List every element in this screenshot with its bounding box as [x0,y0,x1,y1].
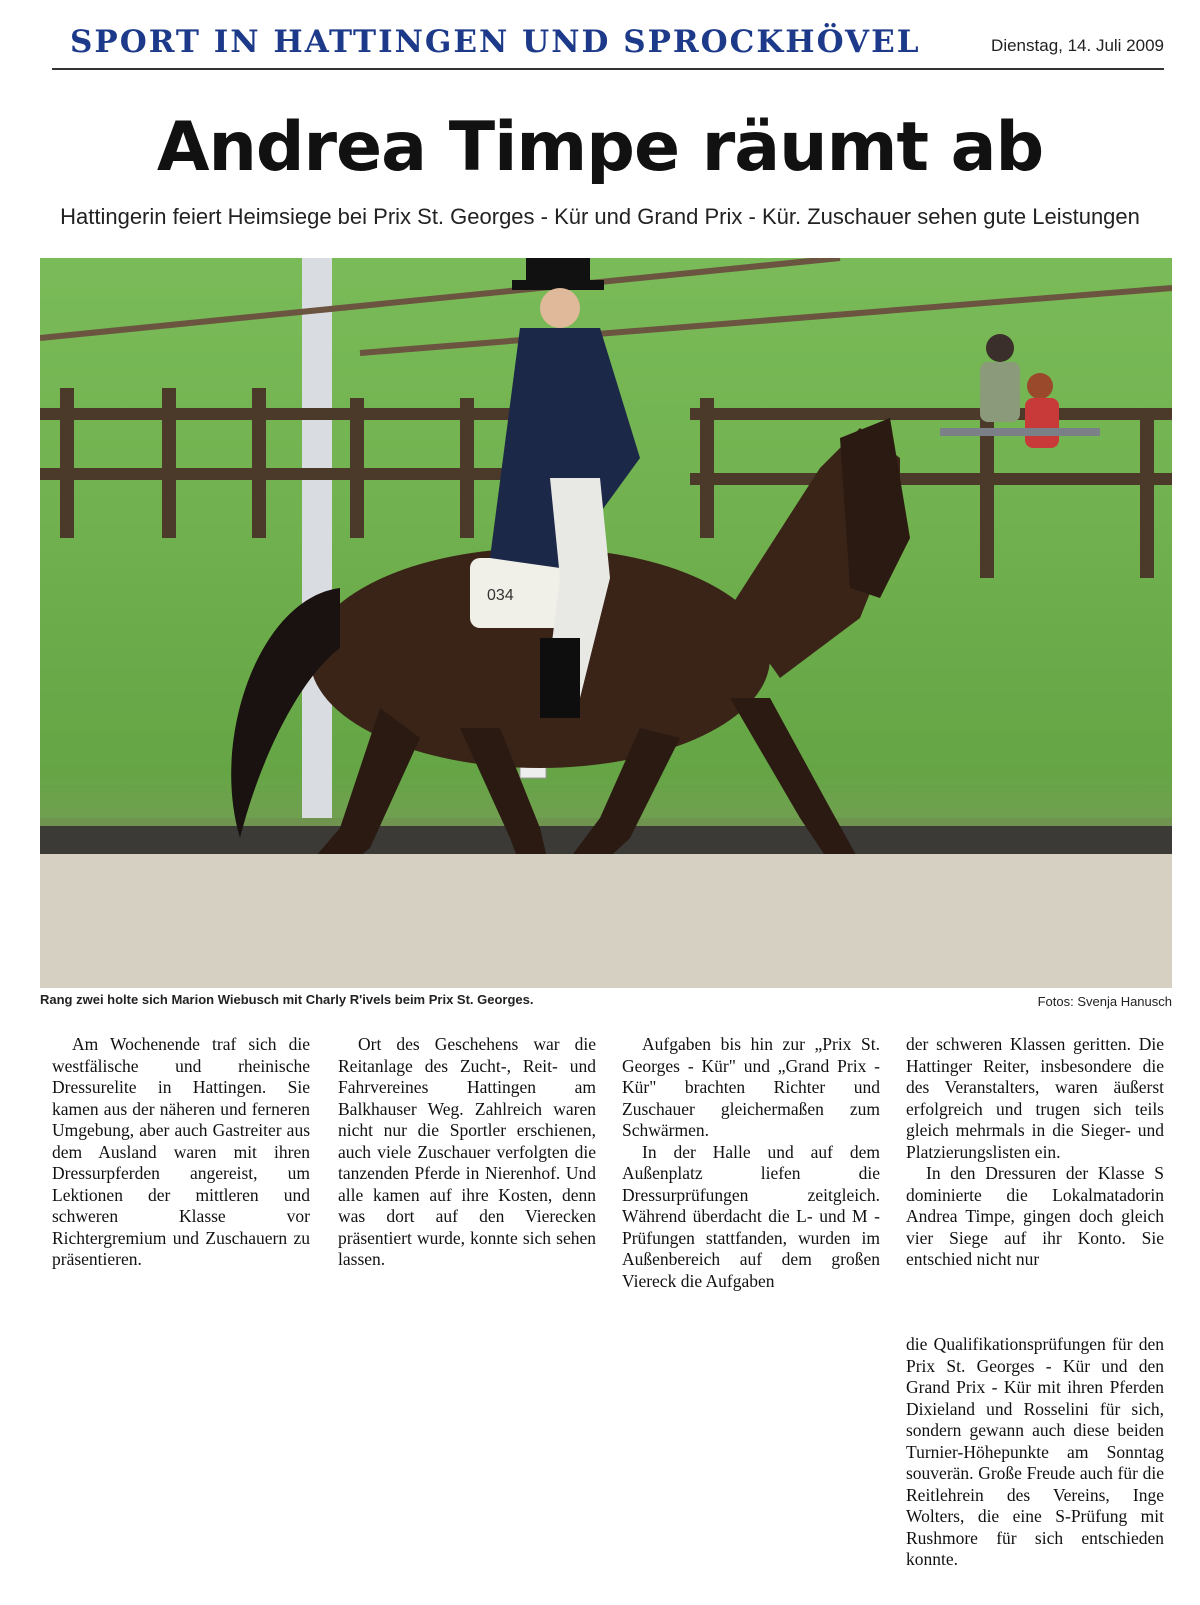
photo-illustration [40,258,1172,988]
photo-caption: Rang zwei holte sich Marion Wiebusch mit Charly R'ivels beim Prix St. Georges. [40,992,534,1007]
article-column-2 [338,1034,596,1271]
masthead [52,22,1164,70]
section-title: SPORT IN HATTINGEN UND SPROCKHÖVEL [70,24,921,60]
saddle-number: 034 [487,587,514,604]
subheadline: Hattingerin feiert Heimsiege bei Prix St. Georges - Kür und Grand Prix - Kür. Zuschauer sehen gute Leistungen [60,204,1140,229]
paragraph: Am Wochenende traf sich die westfälische und rheinische Dressurelite in Hattingen. Sie kamen aus der näheren und ferneren Umgebung, aber auch Gastreiter aus dem Ausland waren mit ihren Dressurpferden angereist, um Lektionen der mittleren und schweren Klasse vor Richtergremium und Zuschauern zu präsentieren. [52,1034,310,1269]
photo-credit: Fotos: Svenja Hanusch [1037,994,1172,1009]
paragraph: Ort des Geschehens war die Reitanlage des Zucht-, Reit- und Fahrvereines Hattingen am Balkhauser Weg. Zahlreich waren nicht nur die Sportler erschienen, auch viele Zuschauer verfolgten die tanzenden Pferde in Nierenhof. Und alle kamen auf ihre Kosten, denn was dort auf den Vierecken präsentiert wurde, konnte sich sehen lassen. [338,1034,596,1269]
article-column-3 [622,1034,880,1292]
article-column-4 [906,1034,1164,1271]
paragraph: In der Halle und auf dem Außenplatz liefen die Dressurprüfungen zeitgleich. Während überdacht die L- und M - Prüfungen stattfanden, wurden im Außenbereich auf dem großen Viereck die Aufgaben [622,1141,880,1291]
paragraph: Aufgaben bis hin zur „Prix St. Georges - Kür" und „Grand Prix - Kür" brachten Richter und Zuschauer gleichermaßen zum Schwärmen. [622,1034,880,1140]
paragraph: die Qualifikationsprüfungen für den Prix St. Georges - Kür und den Grand Prix - Kür mit ihren Pferden Dixieland und Rosselini für sich, sondern gewann auch diese beiden Turnier-Höhepunkte am Sonntag souverän. Große Freude auch für die Reitlehrein des Vereins, Inge Wolters, die eine S-Prüfung mit Rushmore für sich entschieden konnte. [906,1334,1164,1569]
paragraph: der schweren Klassen geritten. Die Hattinger Reiter, insbesondere die des Veranstalters, waren äußerst erfolgreich und trugen sich teils gleich mehrmals in die Sieger- und Platzierungslisten ein. [906,1034,1164,1162]
article-column-4-continued [906,1334,1164,1571]
issue-date: Dienstag, 14. Juli 2009 [991,36,1164,55]
headline: Andrea Timpe räumt ab [156,108,1044,187]
article-column-1 [52,1034,310,1271]
horse-rider-photo [40,258,1172,988]
paragraph: In den Dressuren der Klasse S dominierte die Lokalmatadorin Andrea Timpe, gingen doch gleich vier Siege auf ihr Konto. Sie entschied nicht nur [906,1163,1164,1269]
